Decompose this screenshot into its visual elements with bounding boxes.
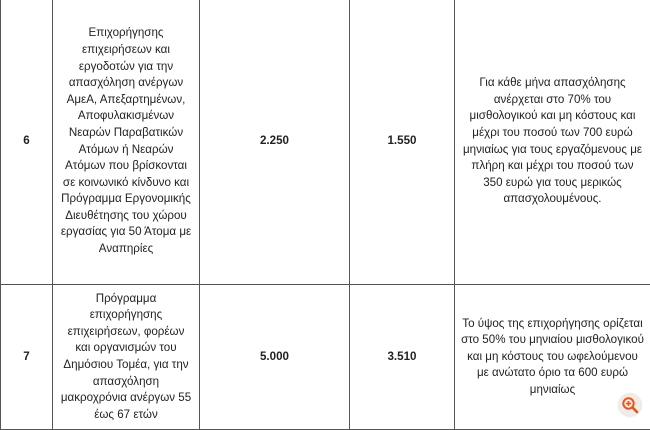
subsidy-description: Για κάθε μήνα απασχόλησης ανέρχεται στο 70% του μισθολογικού και μη κόστους και μέχρι του ποσού των 700 ευρώ μηνιαίως για τους εργαζόμενους με πλήρη και μέχρι του ποσού των 350 ευρώ για τους μερικώς απασχολουμένους. [455, 0, 650, 285]
value-a: 2.250 [200, 0, 350, 285]
table-row [1, 285, 650, 430]
table-row [1, 0, 650, 285]
row-number: 6 [1, 0, 53, 285]
zoom-in-icon [619, 394, 641, 416]
value-a: 5.000 [200, 285, 350, 430]
program-name: Επιχορήγησης επιχειρήσεων και εργοδοτών για την απασχόληση ανέργων ΑμεΑ, Απεξαρτημένων, Αποφυλακισμένων Νεαρών Παραβατικών Ατόμων ή Νεαρών Ατόμων που βρίσκονται σε κοινωνικό κίνδυνο και Πρόγραμμα Εργονομικής Διευθέτησης του χώρου εργασίας για 50 Άτομα με Αναπηρίες [53, 0, 200, 285]
subsidy-description: Το ύψος της επιχορήγησης ορίζεται στο 50% του μηνιαίου μισθολογικού και μη κόστους του ωφελούμενου με ανώτατο όριο τα 600 ευρώ μηνιαίως [455, 285, 650, 430]
zoom-button[interactable] [619, 394, 641, 416]
value-b: 3.510 [350, 285, 455, 430]
row-number: 7 [1, 285, 53, 430]
value-b: 1.550 [350, 0, 455, 285]
program-name: Πρόγραμμα επιχορήγησης επιχειρήσεων, φορέων και οργανισμών του Δημόσιου Τομέα, για την απασχόληση μακροχρόνια ανέργων 55 έως 67 ετών [53, 285, 200, 430]
